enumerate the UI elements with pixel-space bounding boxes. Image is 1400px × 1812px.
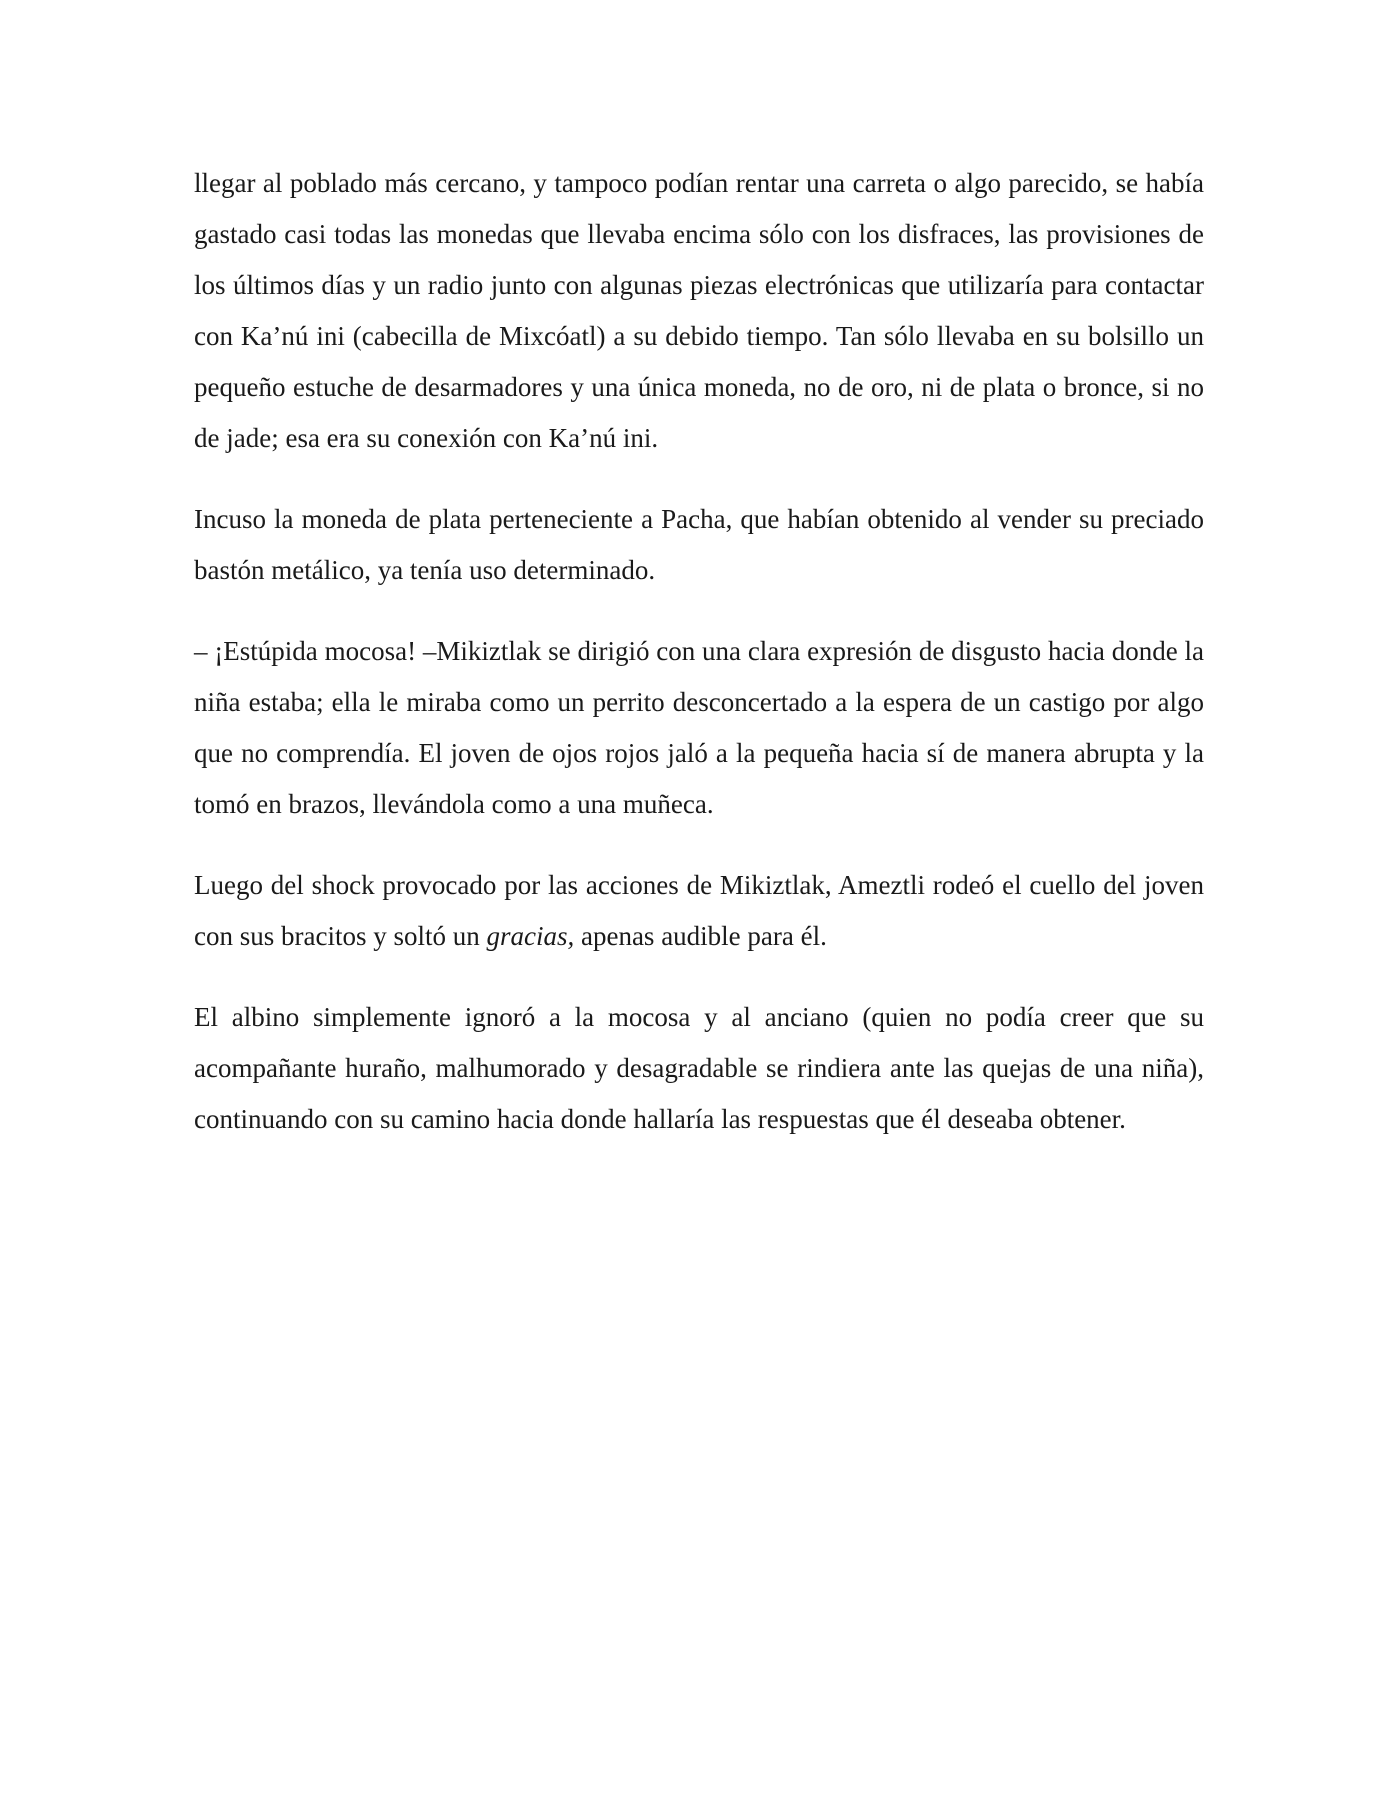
paragraph-2: Incuso la moneda de plata perteneciente a Pacha, que habían obtenido al vender su preciado bastón metálico, ya tenía uso determinado. [194,504,1204,585]
paragraph-4-start: Luego del shock provocado por las acciones de Mikiztlak, Ameztli rodeó el cuello del joven con sus bracitos y soltó un [194,870,1204,951]
paragraph-4-emphasis: gracias, [486,921,575,951]
body-text [194,158,1204,1145]
paragraph-1: llegar al poblado más cercano, y tampoco podían rentar una carreta o algo parecido, se había gastado casi todas las monedas que llevaba encima sólo con los disfraces, las provisiones de los últimos días y un radio junto con algunas piezas electrónicas que utilizaría para contactar con Ka’nú ini (cabecilla de Mixcóatl) a su debido tiempo. Tan sólo llevaba en su bolsillo un pequeño estuche de desarmadores y una única moneda, no de oro, ni de plata o bronce, si no de jade; esa era su conexión con Ka’nú ini. [194,168,1204,453]
paragraph-4-end: apenas audible para él. [574,921,827,951]
paragraph-5: El albino simplemente ignoró a la mocosa y al anciano (quien no podía creer que su acompañante huraño, malhumorado y desagradable se rindiera ante las quejas de una niña), continuando con su camino hacia donde hallaría las respuestas que él deseaba obtener. [194,1002,1204,1134]
paragraph-4 [194,860,1204,962]
paragraph-3: – ¡Estúpida mocosa! –Mikiztlak se dirigió con una clara expresión de disgusto hacia donde la niña estaba; ella le miraba como un perrito desconcertado a la espera de un castigo por algo que no comprendía. El joven de ojos rojos jaló a la pequeña hacia sí de manera abrupta y la tomó en brazos, llevándola como a una muñeca. [194,636,1204,819]
